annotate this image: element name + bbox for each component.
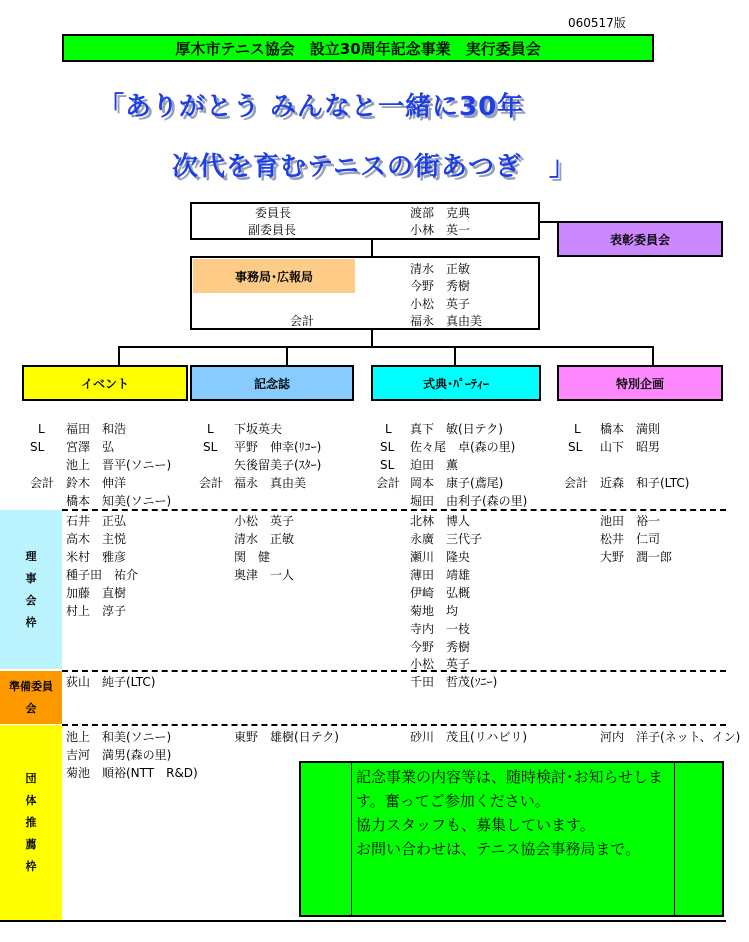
member-name: 近森 和子(LTC) (600, 476, 690, 490)
version-label: 060517版 (568, 16, 626, 30)
tree-connector (118, 346, 653, 348)
member-name: 池上 和美(ソニー) (66, 730, 172, 744)
member-name: 高木 主悦 (66, 532, 127, 546)
slogan-line-2: 次代を育むテニスの街あつぎ 」 (172, 152, 576, 182)
section-label-riji: 理 事 会 枠 (0, 510, 62, 669)
section-label-junbi: 準備委員 会 (0, 671, 62, 724)
member-name: 宮澤 弘 (66, 440, 115, 454)
member-name: 池田 裕一 (600, 514, 661, 528)
role-label: SL (30, 440, 45, 454)
office-treasurer-name: 福永 真由美 (410, 314, 483, 328)
chair-box (190, 202, 540, 240)
member-name: 迫田 薫 (410, 458, 459, 472)
slogan-line-1: 「ありがとう みんなと一緒に30年 (98, 92, 525, 122)
member-name: 池上 晋平(ソニー) (66, 458, 172, 472)
category-event: イベント (22, 365, 188, 401)
member-name: 河内 洋子(ネット、イン) (600, 730, 741, 744)
member-name: 佐々尾 卓(森の里) (410, 440, 516, 454)
member-name: 下坂英夫 (234, 422, 283, 436)
member-name: 千田 哲茂(ｿﾆｰ) (410, 675, 498, 689)
member-name: 伊崎 弘概 (410, 586, 471, 600)
member-name: 石井 正弘 (66, 514, 127, 528)
member-name: 松井 仁司 (600, 532, 661, 546)
member-name: 吉河 満男(森の里) (66, 748, 172, 762)
vice-chair-name: 小林 英一 (410, 223, 471, 237)
category-kinenshi: 記念誌 (190, 365, 354, 401)
member-name: 小松 英子 (234, 514, 295, 528)
tree-connector (454, 346, 456, 366)
section-divider (62, 670, 726, 672)
member-name: 奥津 一人 (234, 568, 295, 582)
member-name: 荻山 純子(LTC) (66, 675, 156, 689)
award-connector (540, 221, 558, 223)
member-name: 東野 雄樹(日テク) (234, 730, 339, 744)
tree-connector (652, 346, 654, 366)
member-name: 福永 真由美 (234, 476, 307, 490)
member-name: 村上 淳子 (66, 604, 127, 618)
office-member: 清水 正敏 (410, 262, 471, 276)
member-name: 矢後留美子(ｽﾀｰ) (234, 458, 322, 472)
member-name: 山下 昭男 (600, 440, 661, 454)
member-name: 橋本 満則 (600, 422, 661, 436)
office-treasurer-role: 会計 (290, 314, 315, 328)
tree-connector (371, 330, 373, 347)
role-label: SL (568, 440, 583, 454)
member-name: 北林 博人 (410, 514, 471, 528)
member-name: 橋本 知美(ソニー) (66, 494, 172, 508)
category-special: 特別企画 (557, 365, 723, 401)
role-label: SL (203, 440, 218, 454)
announcement-box (299, 761, 724, 917)
role-label: SL (380, 458, 395, 472)
office-member: 小松 英子 (410, 297, 471, 311)
office-member: 今野 秀樹 (410, 279, 471, 293)
member-name: 菊地 均 (410, 604, 459, 618)
announcement-text: 記念事業の内容等は、随時検討･お知らせします。奮ってご参加ください。 協力スタッフも、募集しています。 お問い合わせは、テニス協会事務局まで。 (351, 763, 675, 915)
role-label: 会計 (30, 476, 55, 490)
member-name: 寺内 一枝 (410, 622, 471, 636)
member-name: 瀬川 隆央 (410, 550, 471, 564)
vice-chair-role: 副委員長 (248, 223, 297, 237)
role-label: L (385, 422, 392, 436)
role-label: L (574, 422, 581, 436)
role-label: L (207, 422, 214, 436)
office-label: 事務局･広報局 (193, 259, 355, 293)
member-name: 鈴木 伸洋 (66, 476, 127, 490)
member-name: 岡本 康子(鳶尾) (410, 476, 504, 490)
role-label: 会計 (376, 476, 401, 490)
member-name: 真下 敏(日テク) (410, 422, 503, 436)
member-name: 関 健 (234, 550, 271, 564)
member-name: 清水 正敏 (234, 532, 295, 546)
chair-role: 委員長 (255, 206, 292, 220)
member-name: 福田 和浩 (66, 422, 127, 436)
member-name: 永廣 三代子 (410, 532, 483, 546)
award-committee-box: 表彰委員会 (557, 221, 723, 257)
member-name: 平野 伸幸(ﾘｺｰ) (234, 440, 322, 454)
member-name: 大野 潤一郎 (600, 550, 673, 564)
member-name: 種子田 祐介 (66, 568, 139, 582)
category-ceremony: 式典･ﾊﾟｰﾃｨｰ (371, 365, 541, 401)
member-name: 堀田 由利子(森の里) (410, 494, 528, 508)
member-name: 菊池 順裕(NTT R&D) (66, 766, 198, 780)
bottom-border (0, 920, 726, 922)
role-label: 会計 (199, 476, 224, 490)
member-name: 薄田 靖雄 (410, 568, 471, 582)
chair-name: 渡部 克典 (410, 206, 471, 220)
member-name: 砂川 茂且(リハビリ) (410, 730, 528, 744)
tree-connector (286, 346, 288, 366)
tree-connector (118, 346, 120, 366)
section-divider (62, 724, 726, 726)
page-header: 厚木市テニス協会 設立30周年記念事業 実行委員会 (62, 34, 654, 62)
section-label-dantai: 団 体 推 薦 枠 (0, 725, 62, 920)
member-name: 米村 雅彦 (66, 550, 127, 564)
role-label: 会計 (564, 476, 589, 490)
chair-office-connector (371, 240, 373, 257)
member-name: 今野 秀樹 (410, 640, 471, 654)
role-label: SL (380, 440, 395, 454)
member-name: 加藤 直樹 (66, 586, 127, 600)
role-label: L (38, 422, 45, 436)
member-name: 小松 英子 (410, 657, 471, 671)
section-divider (62, 509, 726, 511)
